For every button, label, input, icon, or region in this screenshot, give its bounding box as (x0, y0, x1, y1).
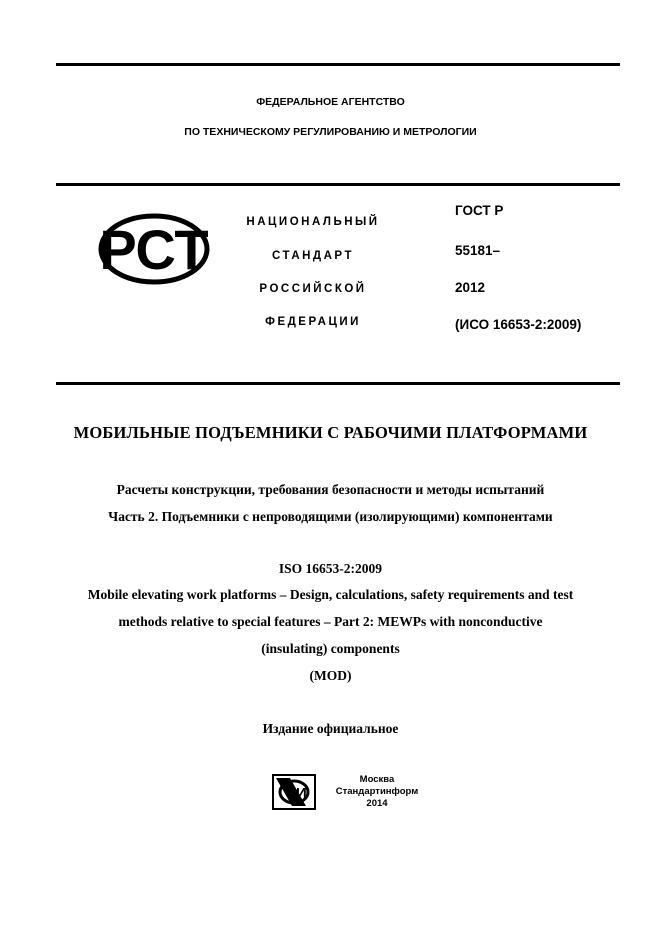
designation-line-4: (ИСО 16653-2:2009) (455, 317, 582, 332)
main-title: МОБИЛЬНЫЕ ПОДЪЕМНИКИ С РАБОЧИМИ ПЛАТФОРМАМИ (73, 423, 588, 442)
standartinform-logo-icon (272, 774, 316, 810)
subtitle-line-2: Часть 2. Подъемники с непроводящими (изолирующими) компонентами (108, 509, 553, 524)
title-rule (56, 382, 620, 385)
gost-r-logo-icon (98, 213, 210, 285)
publisher-block (272, 772, 432, 812)
iso-title-line-1: Mobile elevating work platforms – Design, calculations, safety requirements and test (87, 587, 574, 602)
agency-line-2: ПО ТЕХНИЧЕСКОМУ РЕГУЛИРОВАНИЮ И МЕТРОЛОГИИ (184, 126, 477, 138)
standard-line-1: НАЦИОНАЛЬНЫЙ (246, 216, 380, 228)
edition-label: Издание официальное (262, 721, 399, 736)
standard-line-4: ФЕДЕРАЦИИ (265, 316, 361, 328)
publisher-year: 2014 (366, 798, 388, 809)
publisher-name: Стандартинформ (335, 786, 419, 797)
subtitle-line-1: Расчеты конструкции, требования безопасности и методы испытаний (116, 482, 545, 497)
header-rule (56, 183, 620, 186)
designation-line-3: 2012 (455, 280, 486, 295)
iso-title-line-2: methods relative to special features – Part 2: MEWPs with nonconductive (118, 614, 543, 629)
publisher-text (322, 774, 432, 810)
top-rule (56, 63, 620, 66)
designation-line-1: ГОСТ Р (455, 203, 504, 218)
designation-line-2: 55181– (455, 243, 501, 258)
publisher-city: Москва (359, 774, 395, 785)
svg-text:РСТ: РСТ (99, 218, 209, 281)
agency-line-1: ФЕДЕРАЛЬНОЕ АГЕНТСТВО (256, 96, 405, 108)
svg-text:СИ: СИ (285, 785, 307, 802)
iso-title-line-3: (insulating) components (261, 641, 400, 656)
standard-line-3: РОССИЙСКОЙ (259, 283, 367, 295)
iso-number: ISO 16653-2:2009 (278, 561, 383, 576)
iso-mod: (MOD) (309, 668, 352, 683)
standard-line-2: СТАНДАРТ (272, 250, 354, 262)
